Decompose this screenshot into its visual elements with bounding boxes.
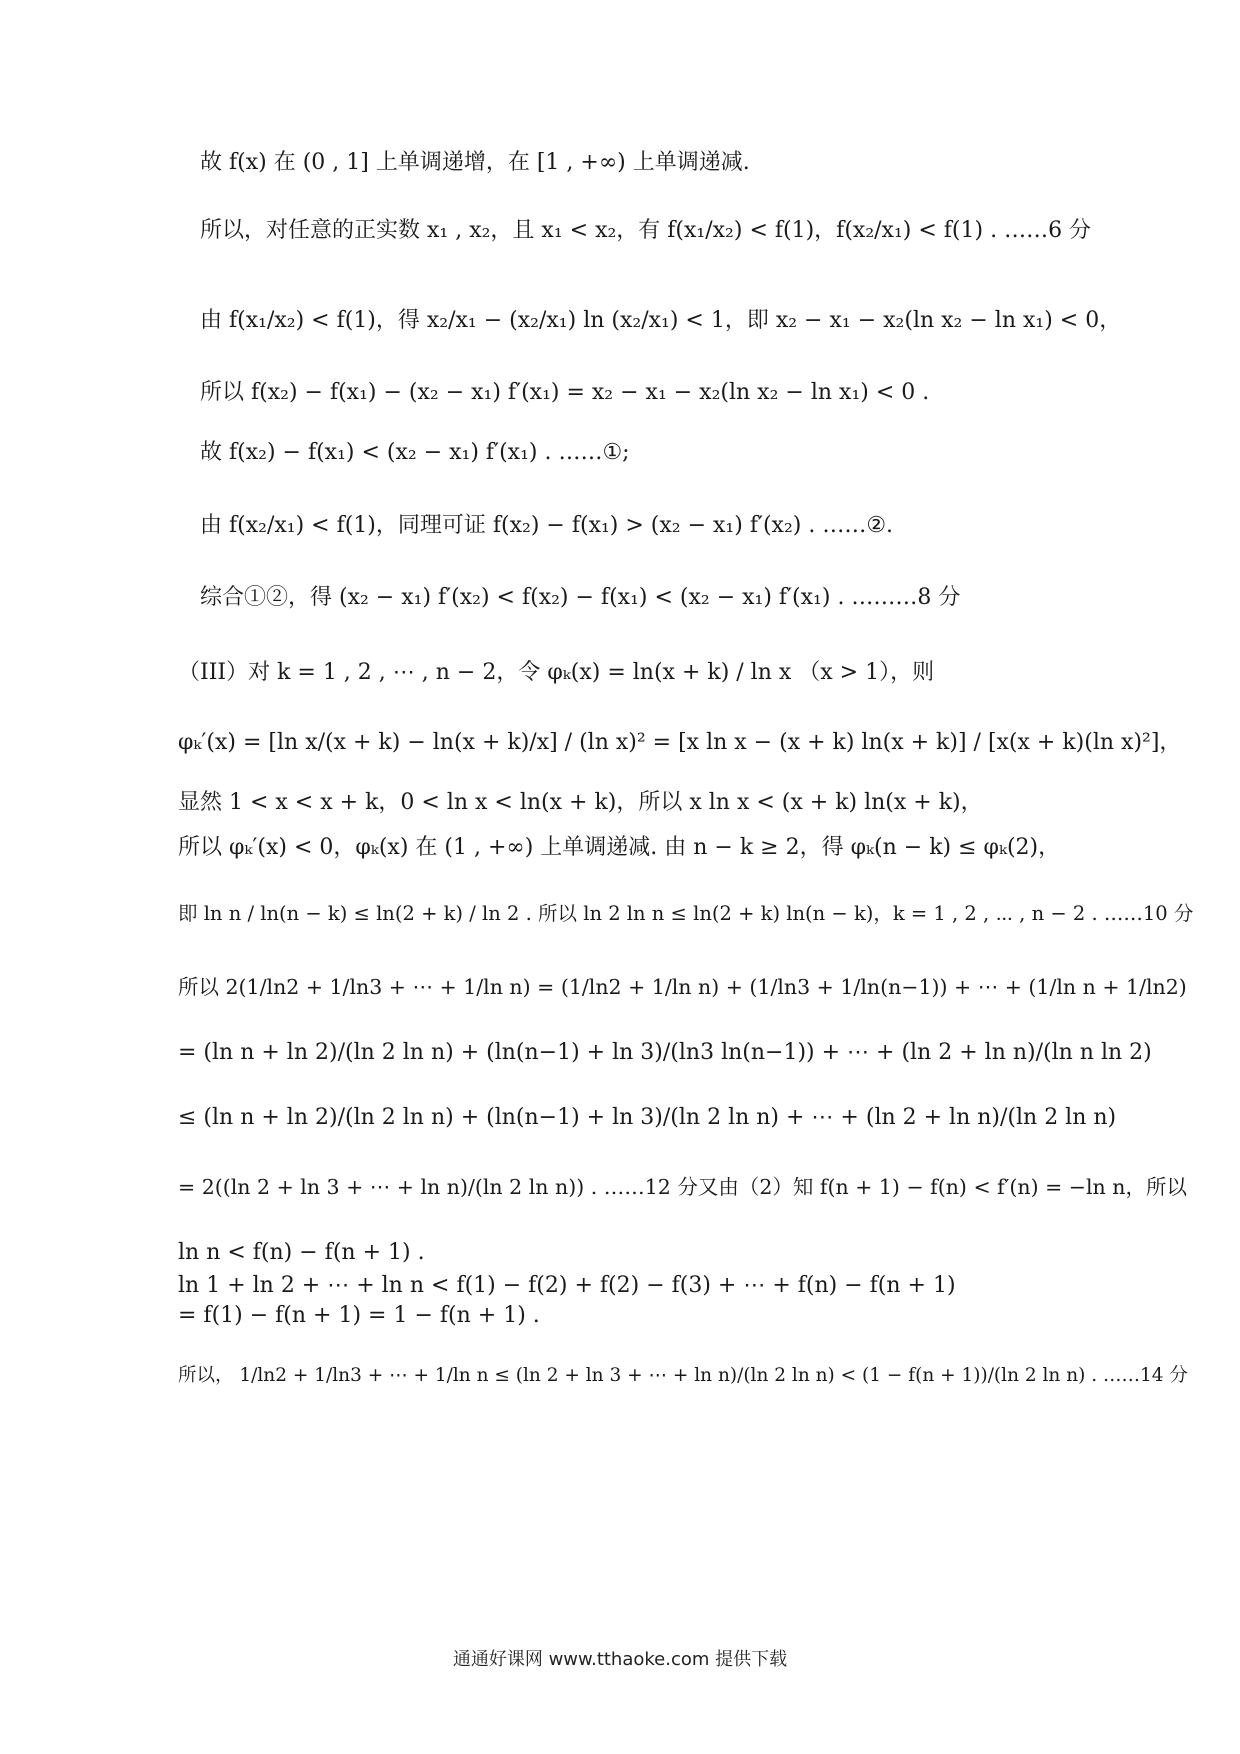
line-18: ln 1 + ln 2 + ⋯ + ln n < f(1) − f(2) + f(2) − f(3) + ⋯ + f(n) − f(n + 1) (178, 1273, 956, 1298)
line-6: 由 f(x₂/x₁) < f(1)，同理可证 f(x₂) − f(x₁) > (x₂ − x₁) f′(x₂) . ……②. (200, 513, 894, 538)
line-7: 综合①②，得 (x₂ − x₁) f′(x₂) < f(x₂) − f(x₁) < (x₂ − x₁) f′(x₁) . ………8 分 (200, 585, 961, 610)
line-15: ≤ (ln n + ln 2)/(ln 2 ln n) + (ln(n−1) + ln 3)/(ln 2 ln n) + ⋯ + (ln 2 + ln n)/(ln 2 ln n) (178, 1105, 1117, 1130)
line-19: = f(1) − f(n + 1) = 1 − f(n + 1) . (178, 1303, 540, 1328)
line-20: 所以， 1/ln2 + 1/ln3 + ⋯ + 1/ln n ≤ (ln 2 + ln 3 + ⋯ + ln n)/(ln 2 ln n) < (1 − f(n + 1))/(ln 2 ln n) . ……14 分 (178, 1365, 1188, 1386)
line-2: 所以，对任意的正实数 x₁ , x₂，且 x₁ < x₂，有 f(x₁/x₂) < f(1)，f(x₂/x₁) < f(1) . ……6 分 (200, 218, 1092, 243)
line-12: 即 ln n / ln(n − k) ≤ ln(2 + k) / ln 2 . 所以 ln 2 ln n ≤ ln(2 + k) ln(n − k)，k = 1 , 2 , ⋯ , n − 2 . ……10 分 (178, 902, 1194, 925)
line-1: 故 f(x) 在 (0 , 1] 上单调递增，在 [1 , +∞) 上单调递减. (200, 150, 750, 175)
line-11: 所以 φₖ′(x) < 0，φₖ(x) 在 (1 , +∞) 上单调递减. 由 n − k ≥ 2，得 φₖ(n − k) ≤ φₖ(2)， (178, 835, 1061, 860)
line-14: = (ln n + ln 2)/(ln 2 ln n) + (ln(n−1) + ln 3)/(ln3 ln(n−1)) + ⋯ + (ln 2 + ln n)/(ln n ln 2) (178, 1040, 1152, 1065)
line-5: 故 f(x₂) − f(x₁) < (x₂ − x₁) f′(x₁) . ……①; (200, 440, 630, 465)
line-3: 由 f(x₁/x₂) < f(1)，得 x₂/x₁ − (x₂/x₁) ln (x₂/x₁) < 1，即 x₂ − x₁ − x₂(ln x₂ − ln x₁) < 0， (200, 308, 1122, 333)
line-13: 所以 2(1/ln2 + 1/ln3 + ⋯ + 1/ln n) = (1/ln2 + 1/ln n) + (1/ln3 + 1/ln(n−1)) + ⋯ + (1/ln n + 1/ln2) (178, 975, 1187, 999)
line-17: ln n < f(n) − f(n + 1) . (178, 1240, 425, 1265)
line-9: φₖ′(x) = [ln x/(x + k) − ln(x + k)/x] / (ln x)² = [x ln x − (x + k) ln(x + k)] / [x(x + k)(ln x)²]， (178, 730, 1182, 755)
page-footer: 通通好课网 www.tthaoke.com 提供下载 (452, 1649, 788, 1670)
line-8: （III）对 k = 1 , 2 , ⋯ , n − 2，令 φₖ(x) = ln(x + k) / ln x （x > 1），则 (178, 660, 935, 685)
line-10: 显然 1 < x < x + k，0 < ln x < ln(x + k)，所以 x ln x < (x + k) ln(x + k)， (178, 790, 983, 815)
line-4: 所以 f(x₂) − f(x₁) − (x₂ − x₁) f′(x₁) = x₂ − x₁ − x₂(ln x₂ − ln x₁) < 0 . (200, 380, 930, 405)
line-16: = 2((ln 2 + ln 3 + ⋯ + ln n)/(ln 2 ln n)) . ……12 分又由（2）知 f(n + 1) − f(n) < f′(n) = −ln n，所以 (178, 1175, 1187, 1199)
